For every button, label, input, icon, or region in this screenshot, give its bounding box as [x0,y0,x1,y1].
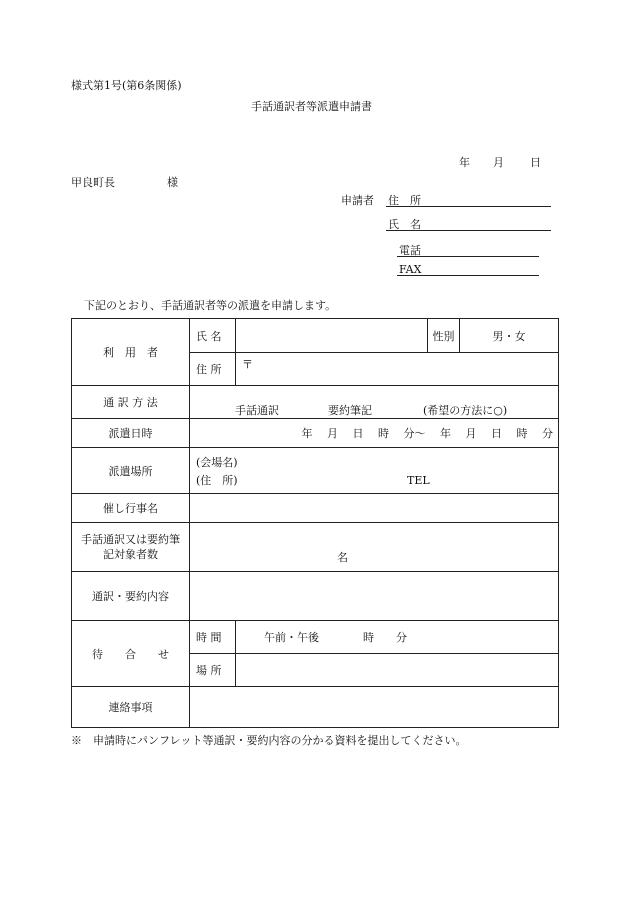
application-table [71,318,559,728]
datetime-field[interactable]: 年 月 日 時 分～ 年 月 日 時 分 [190,419,559,448]
method-row [72,386,559,419]
meeting-label: 待 合 せ [72,621,190,687]
event-field[interactable] [190,494,559,523]
user-gender-label: 性別 [428,319,460,353]
applicant-label: 申請者 [341,194,374,207]
meeting-time-field[interactable]: 午前・午後 時 分 [236,621,559,654]
date-year-label: 年 [459,156,470,169]
event-row [72,494,559,523]
count-label-line1: 手話通訳又は要約筆 [81,533,180,546]
applicant-fax-line[interactable] [397,275,539,276]
addressee-honorific: 様 [167,176,178,189]
applicant-phone-label: 電話 [399,244,421,257]
user-gender-value[interactable]: 男・女 [460,319,559,353]
place-venue-label: (会場名) [196,456,238,469]
count-field[interactable] [190,523,559,572]
user-address-field[interactable] [236,353,559,386]
meeting-place-label: 場 所 [190,654,236,687]
user-name-field[interactable] [236,319,428,353]
postal-mark: 〒 [242,358,253,371]
place-label: 派遣場所 [72,448,190,494]
content-label: 通訳・要約内容 [72,572,190,621]
count-unit: 名 [337,551,348,564]
method-field[interactable] [190,386,559,419]
user-address-label: 住 所 [190,353,236,386]
method-option-summary[interactable]: 要約筆記 [328,404,372,417]
event-label: 催し行事名 [72,494,190,523]
count-label [72,523,190,572]
applicant-phone-line[interactable] [397,256,539,257]
meeting-time-row [72,621,559,654]
date-day-label: 日 [530,156,541,169]
content-row [72,572,559,621]
addressee: 甲良町長 [71,176,115,189]
contact-row [72,687,559,728]
datetime-row [72,419,559,448]
applicant-address-line[interactable] [386,206,551,207]
applicant-address-label: 住 所 [388,194,421,207]
count-row [72,523,559,572]
place-tel-label: TEL [407,474,430,487]
contact-label: 連絡事項 [72,687,190,728]
form-number: 様式第1号(第6条関係) [71,79,182,92]
method-label: 通 訳 方 法 [72,386,190,419]
contact-field[interactable] [190,687,559,728]
content-field[interactable] [190,572,559,621]
user-name-row [72,319,559,353]
datetime-label: 派遣日時 [72,419,190,448]
applicant-name-label: 氏 名 [388,218,421,231]
meeting-place-field[interactable] [236,654,559,687]
place-field[interactable] [190,448,559,494]
user-label: 利 用 者 [72,319,190,386]
intro-text: 下記のとおり、手話通訳者等の派遣を申請します。 [84,299,337,312]
place-row [72,448,559,494]
applicant-fax-label: FAX [399,263,422,276]
method-note: (希望の方法に○) [423,404,508,417]
user-name-label: 氏 名 [190,319,236,353]
applicant-name-line[interactable] [386,230,551,231]
place-address-label: (住 所) [196,474,238,487]
count-label-line2: 記対象者数 [103,548,158,561]
form-title: 手話通訳者等派遣申請書 [251,100,372,113]
meeting-time-label: 時 間 [190,621,236,654]
date-month-label: 月 [493,156,504,169]
method-option-sign[interactable]: 手話通訳 [235,404,279,417]
footnote: ※ 申請時にパンフレット等通訳・要約内容の分かる資料を提出してください。 [71,734,467,747]
